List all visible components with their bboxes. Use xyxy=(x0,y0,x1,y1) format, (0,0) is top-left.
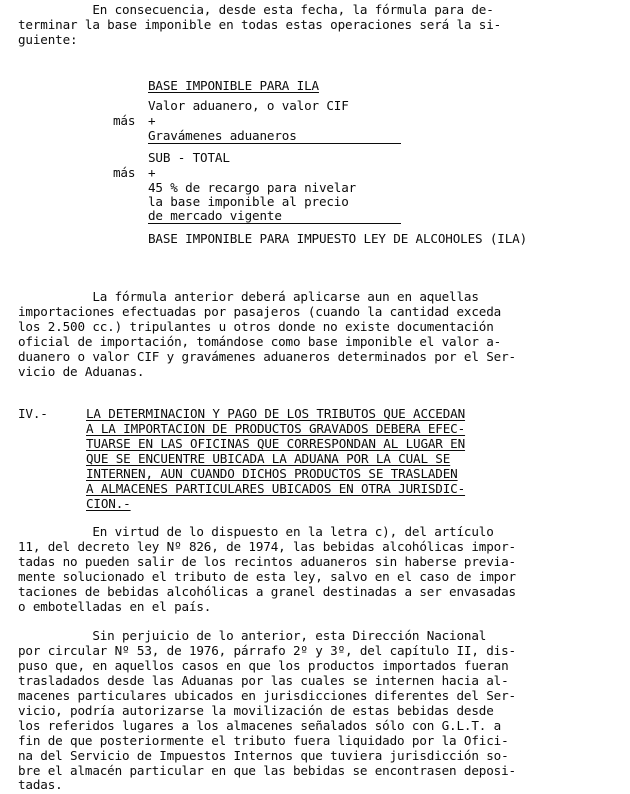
paragraph-line: o embotelladas en el país. xyxy=(18,599,212,614)
formula-item-recargo-line: de mercado vigente xyxy=(148,208,282,223)
paragraph-line: por circular Nº 53, de 1976, párrafo 2º y 3º, del capítulo II, dis- xyxy=(18,643,516,658)
paragraph-line: macenes particulares ubicados en jurisdicciones diferentes del Ser- xyxy=(18,688,516,703)
paragraph-line: tadas. xyxy=(18,777,63,792)
formula-item-recargo-line: la base imponible al precio xyxy=(148,194,349,209)
formula-result: BASE IMPONIBLE PARA IMPUESTO LEY DE ALCOHOLES (ILA) xyxy=(148,231,528,246)
intro-line: guiente: xyxy=(18,32,78,47)
section-title-line: CION.- xyxy=(86,496,131,511)
formula-plus-sign: + xyxy=(148,113,156,128)
section-title-line: QUE SE ENCUENTRE UBICADA LA ADUANA POR LA CUAL SE xyxy=(86,451,451,466)
intro-line: En consecuencia, desde esta fecha, la fórmula para de- xyxy=(18,2,494,17)
formula-item-gravamenes: Gravámenes aduaneros xyxy=(148,128,297,143)
formula-plus-sign: + xyxy=(148,165,156,180)
section-title-line: LA DETERMINACION Y PAGO DE LOS TRIBUTOS QUE ACCEDAN xyxy=(86,406,466,421)
paragraph-line: taciones de bebidas alcohólicas a granel destinadas a ser envasadas xyxy=(18,584,516,599)
paragraph-line: La fórmula anterior deberá aplicarse aun en aquellas xyxy=(18,289,479,304)
formula-item-valor-aduanero: Valor aduanero, o valor CIF xyxy=(148,98,349,113)
paragraph-line: duanero o valor CIF y gravámenes aduaneros determinados por el Ser- xyxy=(18,349,516,364)
paragraph-line: 11, del decreto ley Nº 826, de 1974, las bebidas alcohólicas impor- xyxy=(18,539,516,554)
paragraph-line: oficial de importación, tomándose como base imponible el valor a- xyxy=(18,334,502,349)
paragraph-line: importaciones efectuadas por pasajeros (cuando la cantidad exceda xyxy=(18,304,502,319)
formula-subtotal: SUB - TOTAL xyxy=(148,150,230,165)
intro-line: terminar la base imponible en todas estas operaciones será la si- xyxy=(18,17,502,32)
section-title-line: A ALMACENES PARTICULARES UBICADOS EN OTRA JURISDIC- xyxy=(86,481,466,496)
paragraph-line: mente solucionado el tributo de esta ley, salvo en el caso de impor xyxy=(18,569,516,584)
section-number: IV.- xyxy=(18,406,48,421)
formula-item-recargo-line: 45 % de recargo para nivelar xyxy=(148,180,357,195)
paragraph-line: los 2.500 cc.) tripulantes u otros donde no existe documentación xyxy=(18,319,494,334)
section-title-line: TUARSE EN LAS OFICINAS QUE CORRESPONDAN AL LUGAR EN xyxy=(86,436,466,451)
formula-mas-label: más xyxy=(113,165,136,180)
formula-sum-rule xyxy=(148,143,401,144)
formula-total-rule xyxy=(148,223,401,224)
paragraph-line: En virtud de lo dispuesto en la letra c), del artículo xyxy=(18,524,494,539)
formula-mas-label: más xyxy=(113,113,136,128)
paragraph-line: puso que, en aquellos casos en que los productos importados fueran xyxy=(18,658,509,673)
paragraph-line: vicio, podría autorizarse la movilización de estas bebidas desde xyxy=(18,703,494,718)
section-title-line: INTERNEN, AUN CUANDO DICHOS PRODUCTOS SE TRASLADEN xyxy=(86,466,458,481)
paragraph-line: los referidos lugares a los almacenes señalados sólo con G.L.T. a xyxy=(18,718,502,733)
paragraph-line: trasladados desde las Aduanas por las cuales se internen hacia al- xyxy=(18,673,509,688)
paragraph-line: tadas no pueden salir de los recintos aduaneros sin haberse previa- xyxy=(18,554,516,569)
paragraph-line: vicio de Aduanas. xyxy=(18,364,145,379)
paragraph-line: na del Servicio de Impuestos Internos que tuviera jurisdicción so- xyxy=(18,748,509,763)
paragraph-line: Sin perjuicio de lo anterior, esta Dirección Nacional xyxy=(18,628,487,643)
paragraph-line: bre el almacén particular en que las bebidas se encontrasen deposi- xyxy=(18,763,516,778)
formula-heading: BASE IMPONIBLE PARA ILA xyxy=(148,78,319,93)
paragraph-line: fin de que posteriormente el tributo fuera liquidado por la Ofici- xyxy=(18,733,509,748)
section-title-line: A LA IMPORTACION DE PRODUCTOS GRAVADOS DEBERA EFEC- xyxy=(86,421,466,436)
